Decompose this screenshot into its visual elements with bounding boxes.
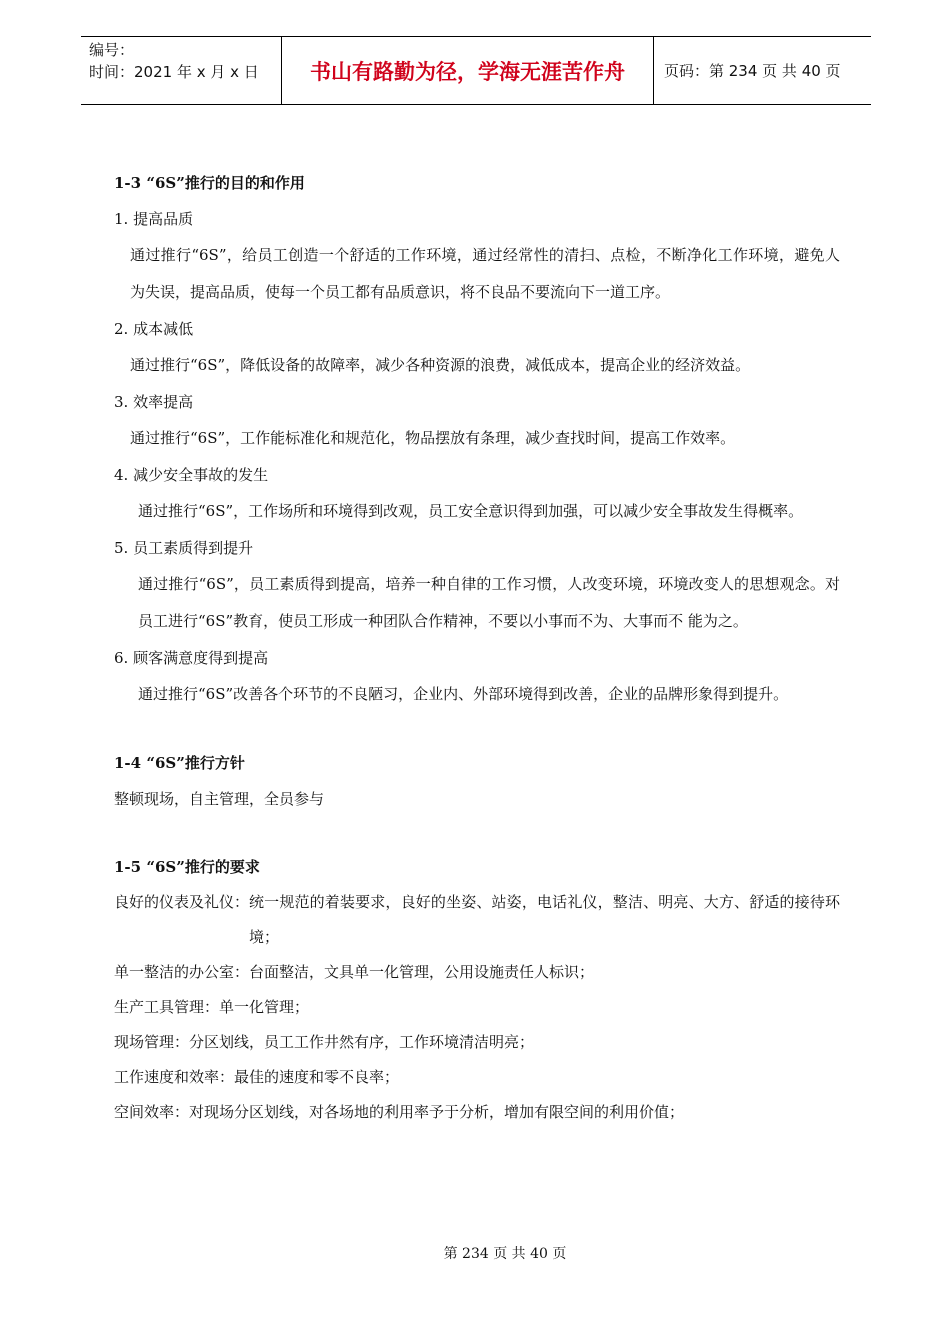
section-title-1-4: 1-4 “6S”推行方针: [114, 754, 245, 772]
requirement-item: [114, 1095, 840, 1130]
item-paragraph: 通过推行“6S”，工作场所和环境得到改观，员工安全意识得到加强，可以减少安全事故发生得概率。: [138, 502, 804, 520]
requirement-item: [114, 1060, 840, 1095]
item-title: 2. 成本减低: [114, 320, 194, 338]
requirement-text: 对现场分区划线，对各场地的利用率予于分析，增加有限空间的利用价值；: [189, 1103, 685, 1121]
header-time: 时间：2021 年 x 月 x 日: [89, 63, 259, 81]
requirement-label: 单一整洁的办公室：: [114, 963, 250, 981]
requirement-label: 工作速度和效率：: [114, 1068, 235, 1086]
requirement-text: 单一化管理；: [219, 998, 310, 1016]
item-paragraph: 通过推行“6S”，工作能标准化和规范化，物品摆放有条理，减少查找时间，提高工作效率。: [130, 429, 736, 447]
requirement-text: 最佳的速度和零不良率；: [234, 1068, 400, 1086]
item-paragraph: 通过推行“6S”改善各个环节的不良陋习，企业内、外部环境得到改善，企业的品牌形象得到提升。: [138, 685, 789, 703]
item-paragraph: 通过推行“6S”，员工素质得到提高，培养一种自律的工作习惯，人改变环境，环境改变人的思想观念。对员工进行“6S”教育，使员工形成一种团队合作精神，不要以小事而不为、大事而不 能为之。: [138, 575, 840, 630]
requirement-item: [114, 1025, 840, 1060]
requirement-item: [114, 885, 840, 955]
requirement-text: 统一规范的着装要求，良好的坐姿、站姿，电话礼仪，整洁、明亮、大方、舒适的接待环境；: [249, 893, 840, 946]
item-title: 3. 效率提高: [114, 393, 194, 411]
requirement-label: 良好的仪表及礼仪：: [114, 893, 250, 911]
section-paragraph: 整顿现场，自主管理，全员参与: [114, 790, 325, 808]
page-footer: 第 234 页 共 40 页: [443, 1246, 567, 1262]
header-motto: 书山有路勤为径，学海无涯苦作舟: [281, 37, 654, 104]
item-title: 1. 提高品质: [114, 210, 194, 228]
spacer: [114, 817, 840, 849]
item-paragraph: 通过推行“6S”，给员工创造一个舒适的工作环境，通过经常性的清扫、点检，不断净化工作环境，避免人为失误，提高品质，使每一个员工都有品质意识，将不良品不要流向下一道工序。: [130, 246, 840, 301]
header-meta: [81, 37, 281, 104]
page-header: [81, 36, 871, 105]
requirement-item: [114, 955, 840, 990]
section-title-1-5: 1-5 “6S”推行的要求: [114, 858, 260, 876]
item-paragraph: 通过推行“6S”，降低设备的故障率，减少各种资源的浪费，减低成本，提高企业的经济效益。: [130, 356, 751, 374]
section-title-1-3: 1-3 “6S”推行的目的和作用: [114, 174, 305, 192]
document-body: [114, 165, 840, 1130]
requirement-text: 分区划线，员工工作井然有序，工作环境清洁明亮；: [189, 1033, 535, 1051]
requirement-label: 空间效率：: [114, 1103, 190, 1121]
requirement-label: 现场管理：: [114, 1033, 190, 1051]
header-number: 编号：: [89, 41, 135, 59]
item-title: 5. 员工素质得到提升: [114, 539, 254, 557]
requirement-item: [114, 990, 840, 1025]
item-title: 4. 减少安全事故的发生: [114, 466, 269, 484]
item-title: 6. 顾客满意度得到提高: [114, 649, 269, 667]
spacer: [114, 713, 840, 745]
requirement-text: 台面整洁，文具单一化管理，公用设施责任人标识；: [249, 963, 595, 981]
requirement-label: 生产工具管理：: [114, 998, 220, 1016]
header-page-info: 页码：第 234 页 共 40 页: [664, 62, 841, 80]
